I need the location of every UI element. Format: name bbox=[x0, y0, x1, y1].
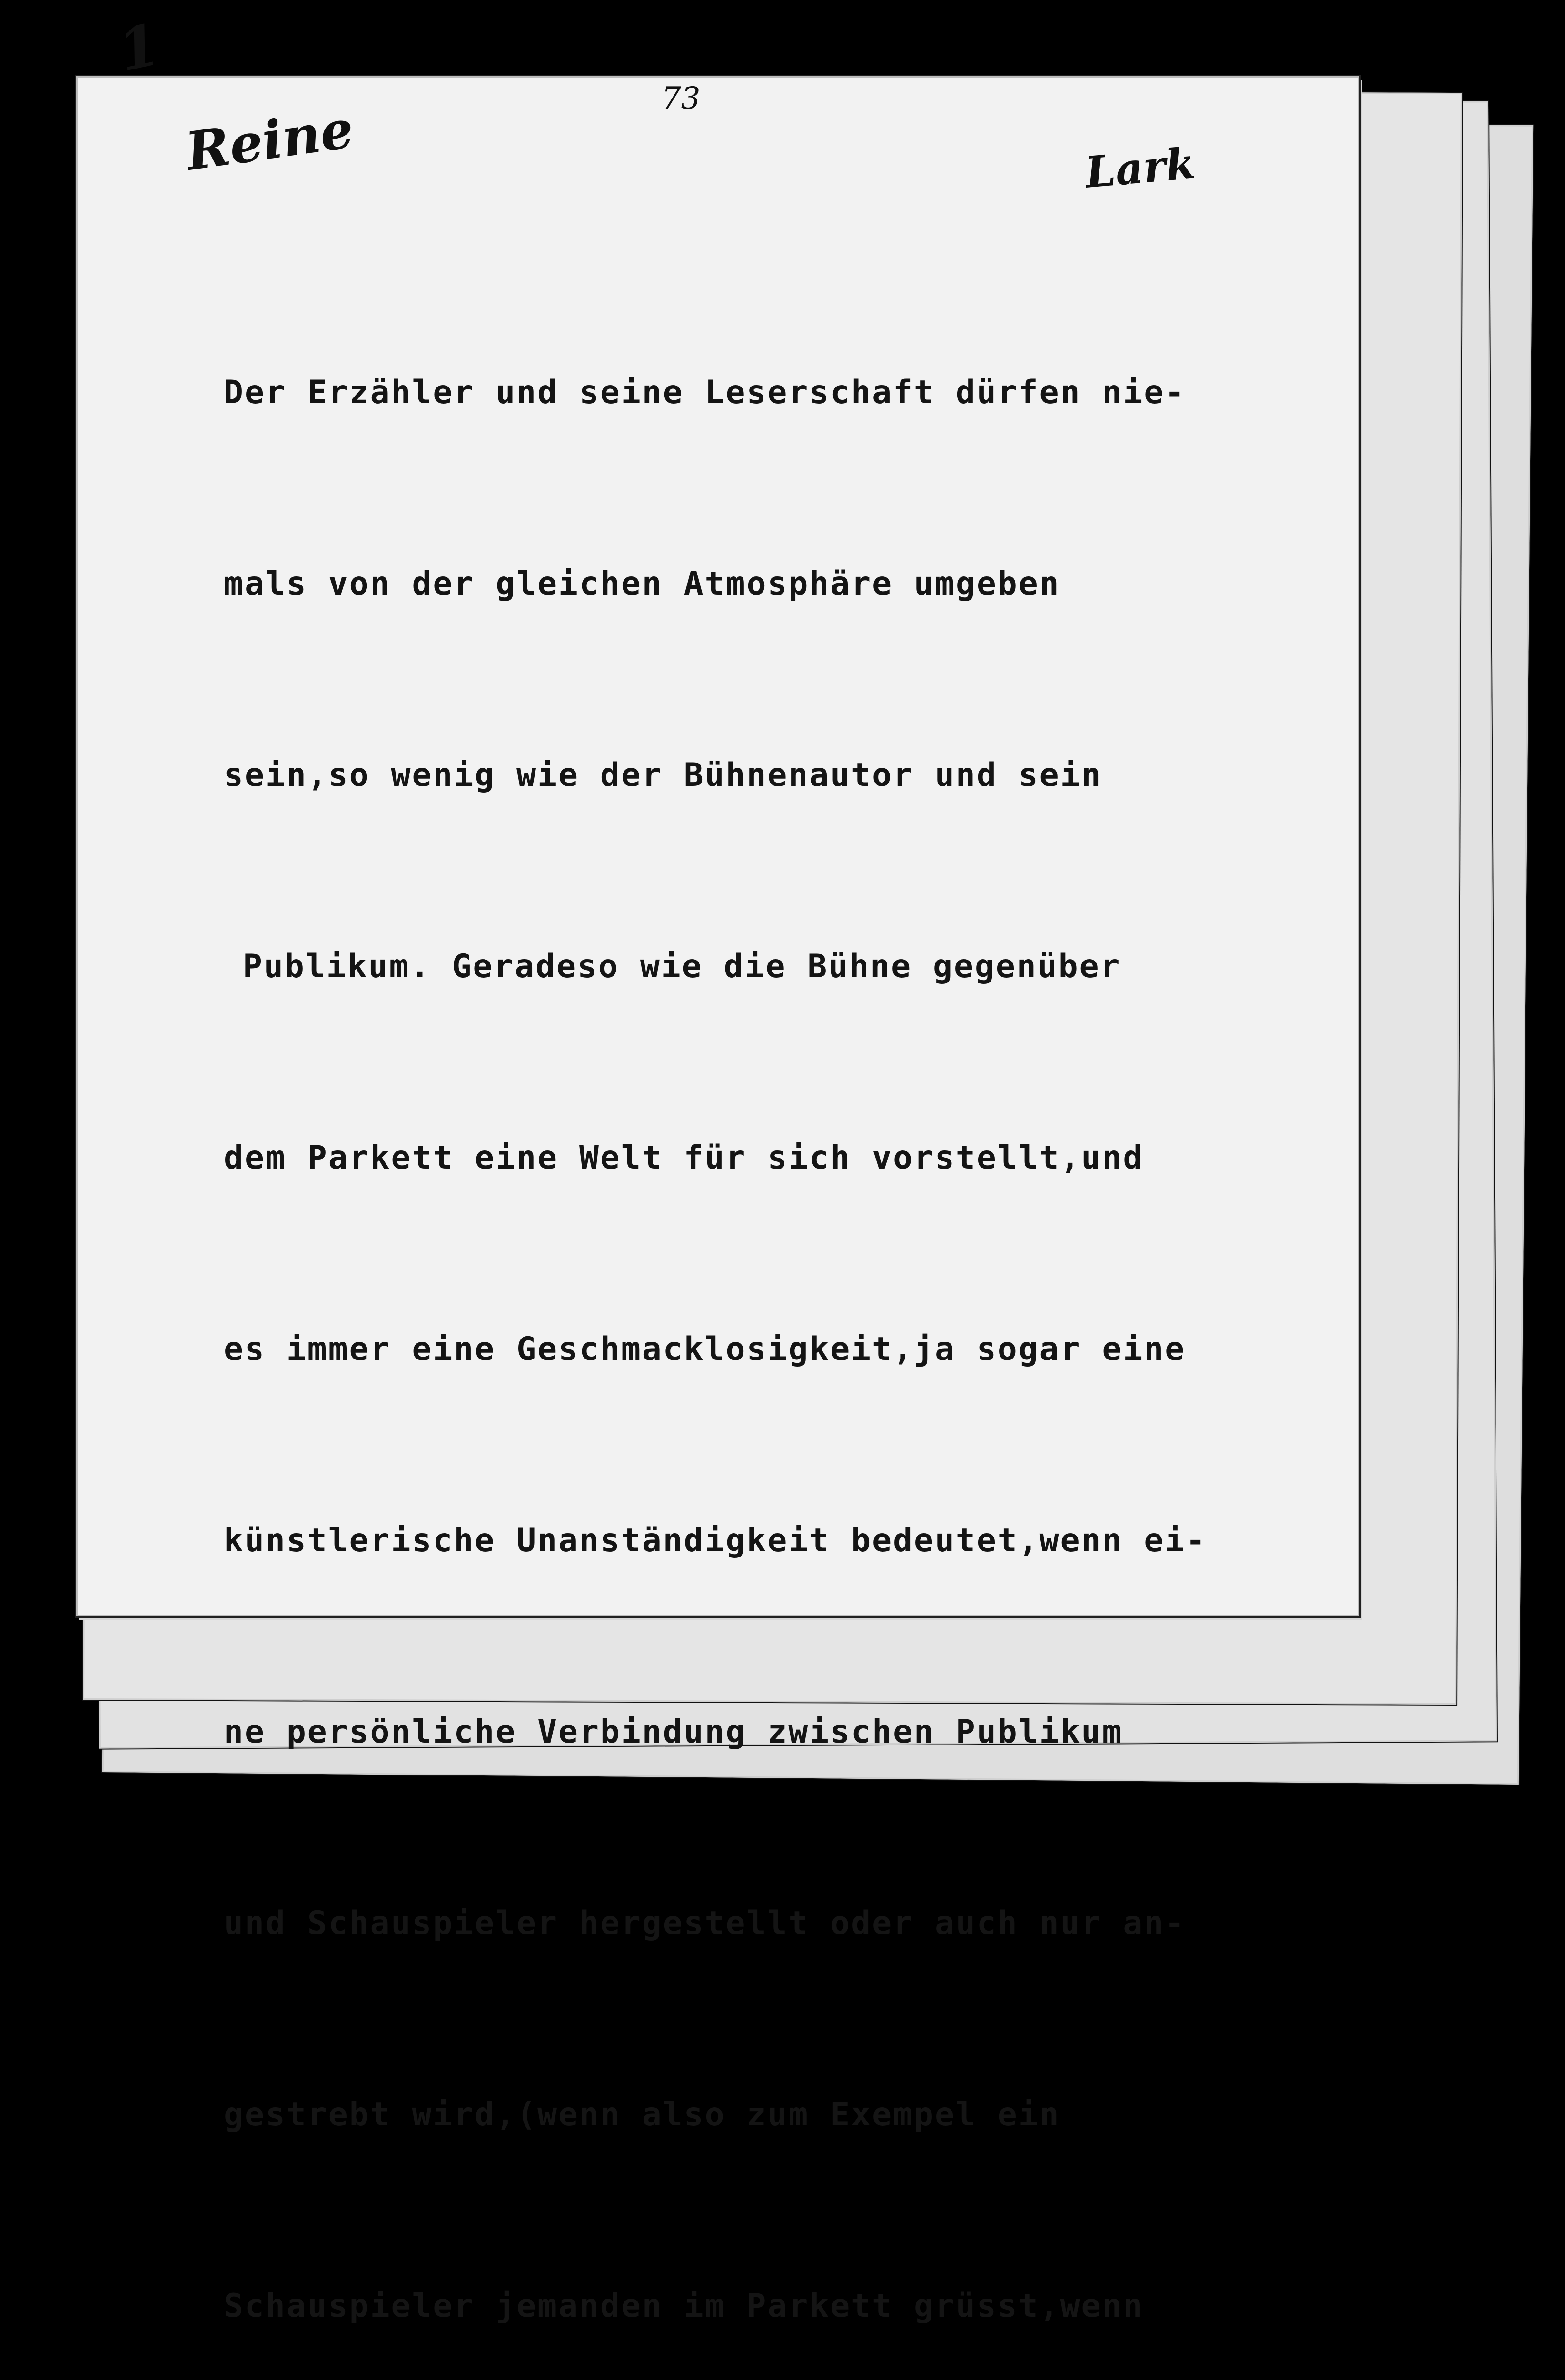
text-line: künstlerische Unanständigkeit bedeutet,wenn ei- bbox=[224, 1522, 1207, 1559]
page-number: 73 bbox=[662, 81, 701, 116]
text-line: dem Parkett eine Welt für sich vorstellt,und bbox=[224, 1139, 1144, 1177]
text-line: Publikum. Geradeso wie die Bühne gegenüber bbox=[243, 948, 1121, 985]
text-line: Schauspieler jemanden im Parkett grüsst,wenn bbox=[224, 2287, 1144, 2325]
corner-mark: 1 bbox=[112, 10, 166, 85]
handwritten-note-left: Reine bbox=[182, 98, 357, 182]
text-line: es immer eine Geschmacklosigkeit,ja sogar eine bbox=[224, 1330, 1186, 1368]
text-line: mals von der gleichen Atmosphäre umgeben bbox=[224, 565, 1060, 603]
text-line: und Schauspieler hergestellt oder auch nur an- bbox=[224, 1904, 1186, 1942]
typed-paragraph bbox=[224, 233, 1309, 2380]
handwritten-note-right: Lark bbox=[1083, 138, 1198, 198]
text-line: ne persönliche Verbindung zwischen Publikum bbox=[224, 1713, 1123, 1751]
text-line: sein,so wenig wie der Bühnenautor und sein bbox=[224, 756, 1102, 794]
text-line: gestrebt wird,(wenn also zum Exempel ein bbox=[224, 2096, 1060, 2133]
text-line: Der Erzähler und seine Leserschaft dürfen nie- bbox=[224, 374, 1186, 411]
